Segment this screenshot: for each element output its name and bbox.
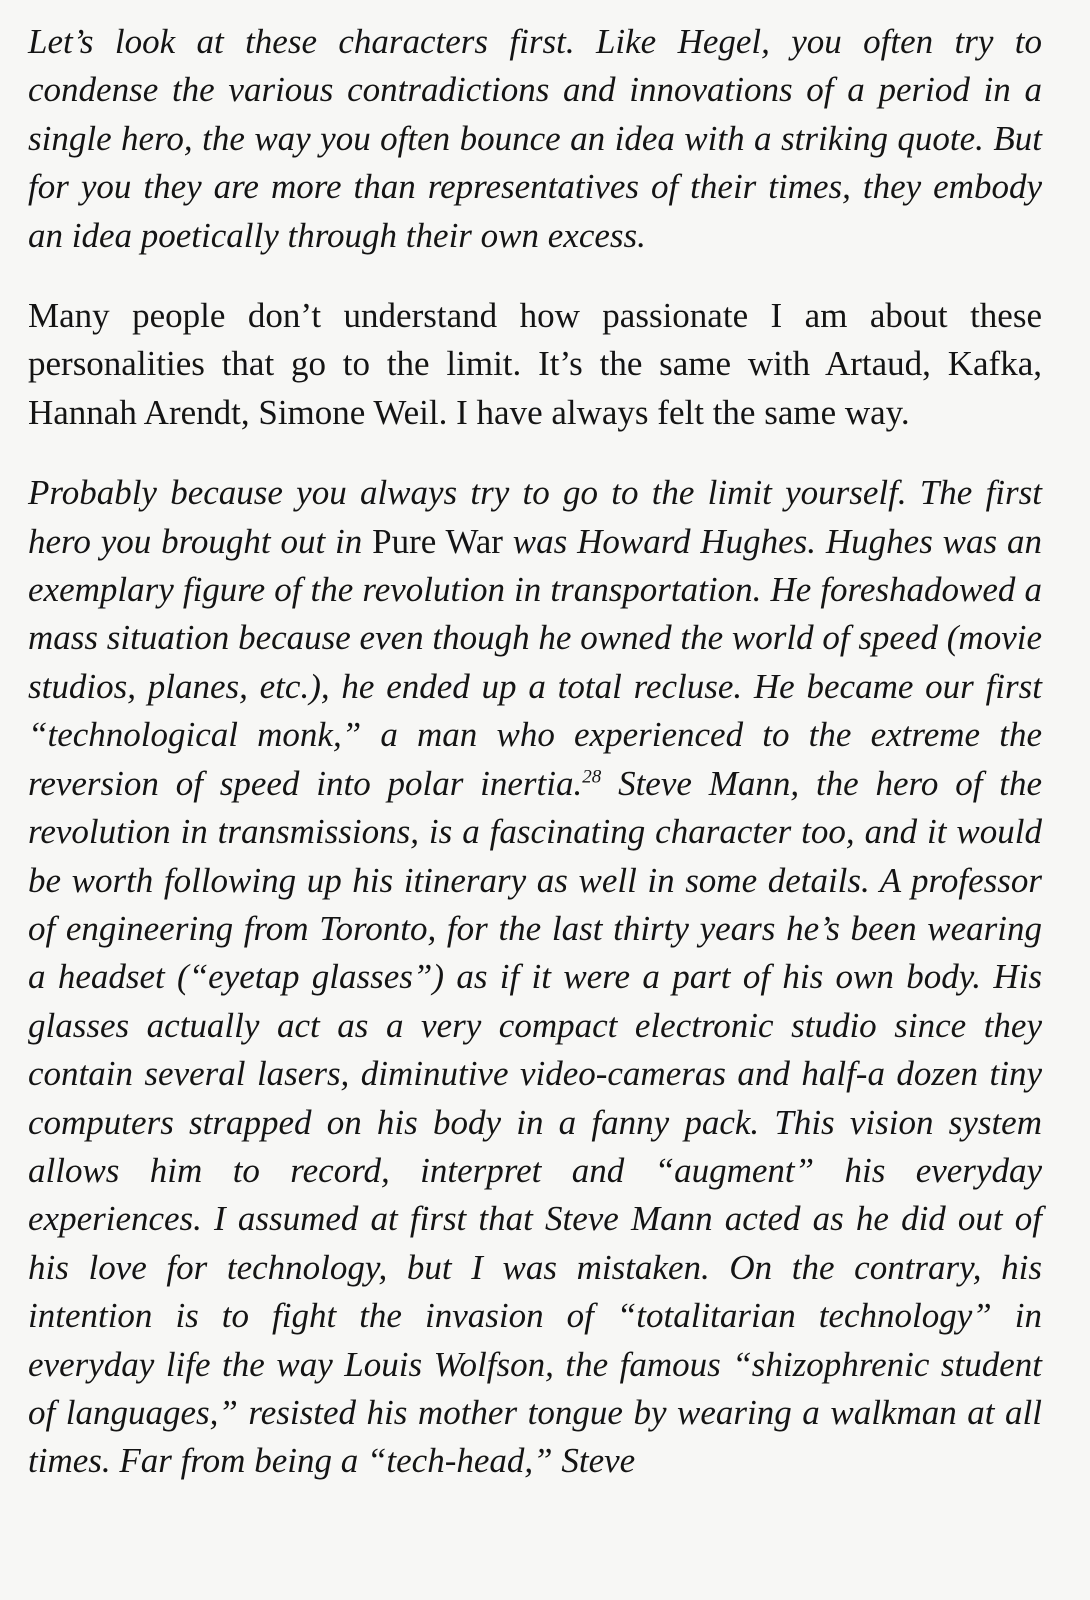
question-paragraph-1: Let’s look at these characters first. Like Hegel, you often try to condense the various contradictions and innovations of a period in a single hero, the way you often bounce an idea with a striking quote. But for you they are more than representatives of their times, they embody an idea poetically through their own excess. — [28, 22, 1042, 255]
paragraph-text-part-3: Steve Mann, the hero of the revolution in transmissions, is a fascinating character too, and it would be worth following up his itinerary as well in some details. A professor of engineering from Toronto, for the last thirty years he’s been wearing a headset (“eyetap glasses”) as if it were a part of his own body. His glasses actually act as a very compact electronic studio since they contain several lasers, diminutive video-cameras and half-a dozen tiny computers strapped on his body in a fanny pack. This vision system allows him to record, interpret and “augment” his everyday experiences. I assumed at first that Steve Mann acted as he did out of his love for technology, but I was mistaken. On the contrary, his intention is to fight the invasion of “totalitarian technology” in everyday life the way Louis Wolfson, the famous “shizophrenic student of languages,” resisted his mother tongue by wearing a walkman at all times. Far from being a “tech-head,” Steve — [28, 763, 1042, 1481]
paragraph-text-part-1: Probably because you always try to go to the limit yourself. The first hero you brought out in — [28, 473, 1042, 561]
answer-paragraph: Many people don’t understand how passionate I am about these personalities that go to the limit. It’s the same with Artaud, Kafka, Hannah Arendt, Simone Weil. I have always felt the same way. — [28, 296, 1042, 432]
question-paragraph-2 — [28, 469, 1042, 1486]
footnote-marker: 28 — [582, 766, 602, 788]
paragraph-text-part-2: was Howard Hughes. Hughes was an exemplary figure of the revolution in transportation. He foreshadowed a mass situation because even though he owned the world of speed (movie studios, planes, etc.), he ended up a total recluse. He became our first “technological monk,” a man who experienced to the extreme the reversion of speed into polar inertia. — [28, 521, 1042, 803]
page-body — [28, 18, 1042, 1486]
book-title: Pure War — [372, 521, 503, 561]
